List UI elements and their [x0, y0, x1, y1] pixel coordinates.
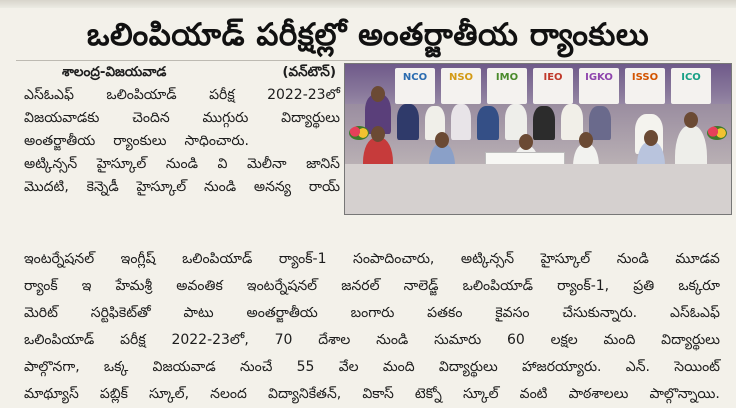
photo-floor [345, 164, 731, 214]
article-word: ఒక్కరూ [678, 278, 720, 294]
article-word: మెలీనా [246, 156, 287, 172]
article-word: జనరల్ [341, 278, 380, 294]
article-word: రాయ్ [308, 179, 340, 195]
photo-person [397, 104, 419, 140]
olympiad-banner: IMO [487, 68, 527, 104]
article-word: ఒలింపియాడ్ [106, 87, 177, 103]
article-word: హాజరయ్యారు. [522, 359, 602, 375]
article-line [24, 354, 720, 381]
article-line [24, 300, 720, 327]
article-line [24, 130, 340, 153]
article-word: హైస్కూల్ [540, 251, 591, 267]
article-word: సర్టిఫికెట్‌తో [90, 305, 151, 321]
article-word: విద్యానికేతన్, [268, 386, 342, 402]
photo-banner-row [395, 68, 711, 104]
article-word: కెన్నెడీ [86, 179, 119, 195]
olympiad-banner: IGKO [579, 68, 619, 104]
article-word: స్కూల్, [149, 386, 190, 402]
article-word: పాల్గొన్నాయి. [649, 386, 720, 402]
article-word: పాఠశాలలు [568, 386, 629, 402]
article-word: ఎస్‌ఓఎఫ్ [670, 305, 720, 321]
article-word: అంతర్జాతీయ [246, 305, 318, 321]
article-word: విజయవాడ [152, 359, 216, 375]
article-word: 55 [296, 359, 315, 375]
article-word: ఎన్. [625, 359, 650, 375]
article-line [24, 246, 720, 273]
article-word: ఒలింపియాడ్ [182, 251, 253, 267]
article-word: పరీక్ష [209, 87, 235, 103]
article-word: ముగ్గురు [202, 110, 249, 126]
photo-person [451, 104, 471, 140]
flower-bouquet [707, 126, 727, 140]
article-word: నుంచే [239, 359, 273, 375]
article-word: విజయవాడకు [24, 110, 100, 126]
photo-person [477, 106, 499, 140]
photo-person-head [519, 134, 533, 150]
article-word: మంది [603, 332, 636, 348]
article-word: మంది [382, 359, 415, 375]
olympiad-banner: IEO [533, 68, 573, 104]
award-ceremony-photo [344, 63, 732, 215]
article-word: అనన్య [253, 179, 292, 195]
article-word: అంతర్జాతీయ [24, 133, 96, 149]
article-word: ఇంటర్నేషనల్ [24, 251, 95, 267]
article-word: ఒక్క [103, 359, 129, 375]
article-word: మాథ్యూస్ [24, 386, 79, 402]
article-word: విద్యార్థులు [281, 110, 340, 126]
article-word: 2022-23లో, [171, 332, 249, 348]
article-word: పతకం [427, 305, 463, 321]
article-word: మొదటి, [24, 179, 69, 195]
article-word: హైస్కూల్ [96, 156, 147, 172]
article-word: నుండి [203, 179, 237, 195]
article-word: చెందిన [132, 110, 170, 126]
photo-person-head [371, 126, 385, 142]
photo-person-head [579, 132, 593, 148]
dateline [24, 62, 340, 82]
article-word: ఇంటర్నేషనల్ [246, 278, 318, 294]
headline: ఒలింపియాడ్ పరీక్షల్లో అంతర్జాతీయ ర్యాంకులు [86, 17, 650, 53]
article-word: ప్రతి [633, 278, 655, 294]
article-word: అట్కిన్సన్ [24, 156, 78, 172]
article-word: పరీక్ష [120, 332, 146, 348]
article-word: లక్షల [550, 332, 578, 348]
olympiad-banner: NCO [395, 68, 435, 104]
article-word: ర్యాంక్-1 [278, 251, 327, 267]
article-word: వి [217, 156, 228, 172]
article-word: సంపాదించారు, [353, 251, 435, 267]
article-line [24, 84, 340, 107]
article-word: ఇ [81, 278, 92, 294]
article-word: సుమారు [434, 332, 482, 348]
article-word: ర్యాంకులు [113, 133, 167, 149]
article-word: పబ్లిక్ [99, 386, 128, 402]
article-word: వంటి [519, 386, 548, 402]
article-word: అట్కిన్సన్ [460, 251, 515, 267]
article-word: దేశాల [318, 332, 351, 348]
headline-divider [16, 60, 720, 61]
article-word: వికాస్ [362, 386, 394, 402]
article-word: పాటు [183, 305, 214, 321]
article-word: 70 [274, 332, 293, 348]
article-word: నలంద [210, 386, 247, 402]
dateline-place: శాలంద్ర-విజయవాడ [62, 64, 167, 80]
article-word: ఒలింపియాడ్ [462, 278, 533, 294]
article-column-text [24, 84, 340, 199]
article-word: 2022-23లో [267, 87, 340, 103]
article-word: ఒలింపియాడ్ [24, 332, 95, 348]
article-word: బంగారు [350, 305, 395, 321]
article-word: జానిస్ [306, 156, 340, 172]
article-word: ఎస్‌ఓఎఫ్ [24, 87, 74, 103]
article-word: ర్యాంక్-1, [557, 278, 610, 294]
previous-article-edge [0, 0, 736, 8]
article-word: వేల [338, 359, 359, 375]
photo-person-head [644, 130, 658, 146]
article-word: సెయింట్ [674, 359, 720, 375]
article-line [24, 153, 340, 176]
article-word: ర్యాంక్ [24, 278, 58, 294]
olympiad-banner: ICO [671, 68, 711, 104]
article-word: మెరిట్ [24, 305, 58, 321]
article-word: నుండి [376, 332, 409, 348]
article-line [24, 273, 720, 300]
article-word: మూడవ [675, 251, 720, 267]
photo-person-head [371, 86, 385, 102]
article-word: ఇంగ్లీష్ [120, 251, 156, 267]
article-word: హేమశ్రీ [115, 278, 153, 294]
photo-person-head [684, 112, 698, 128]
article-word: అవంతిక [176, 278, 223, 294]
article-word: నాలెడ్జ్ [403, 278, 439, 294]
photo-person [589, 106, 611, 140]
article-word: విద్యార్థులు [438, 359, 498, 375]
photo-person [533, 106, 555, 140]
olympiad-banner: ISSO [625, 68, 665, 104]
article-word: విద్యార్థులు [661, 332, 720, 348]
olympiad-banner: NSO [441, 68, 481, 104]
article-line [24, 327, 720, 354]
article-line [24, 107, 340, 130]
article-word: హైస్కూల్ [136, 179, 187, 195]
photo-person-head [435, 132, 449, 148]
article-word: చేసుకున్నారు. [562, 305, 638, 321]
article-word: 60 [506, 332, 525, 348]
article-line [24, 176, 340, 199]
article-word: పాల్గొనగా, [24, 359, 80, 375]
article-word: కైవసం [495, 305, 530, 321]
article-word: టెక్నో [414, 386, 442, 402]
article-word: నుండి [165, 156, 198, 172]
article-word: నుండి [616, 251, 649, 267]
next-article-edge [226, 399, 726, 408]
dateline-agency: (వన్‌టౌన్) [282, 64, 336, 80]
article-word: సాధించారు. [184, 133, 249, 149]
flower-bouquet [349, 126, 369, 140]
article-word: స్కూల్ [462, 386, 499, 402]
article-full-width-text [24, 246, 720, 408]
